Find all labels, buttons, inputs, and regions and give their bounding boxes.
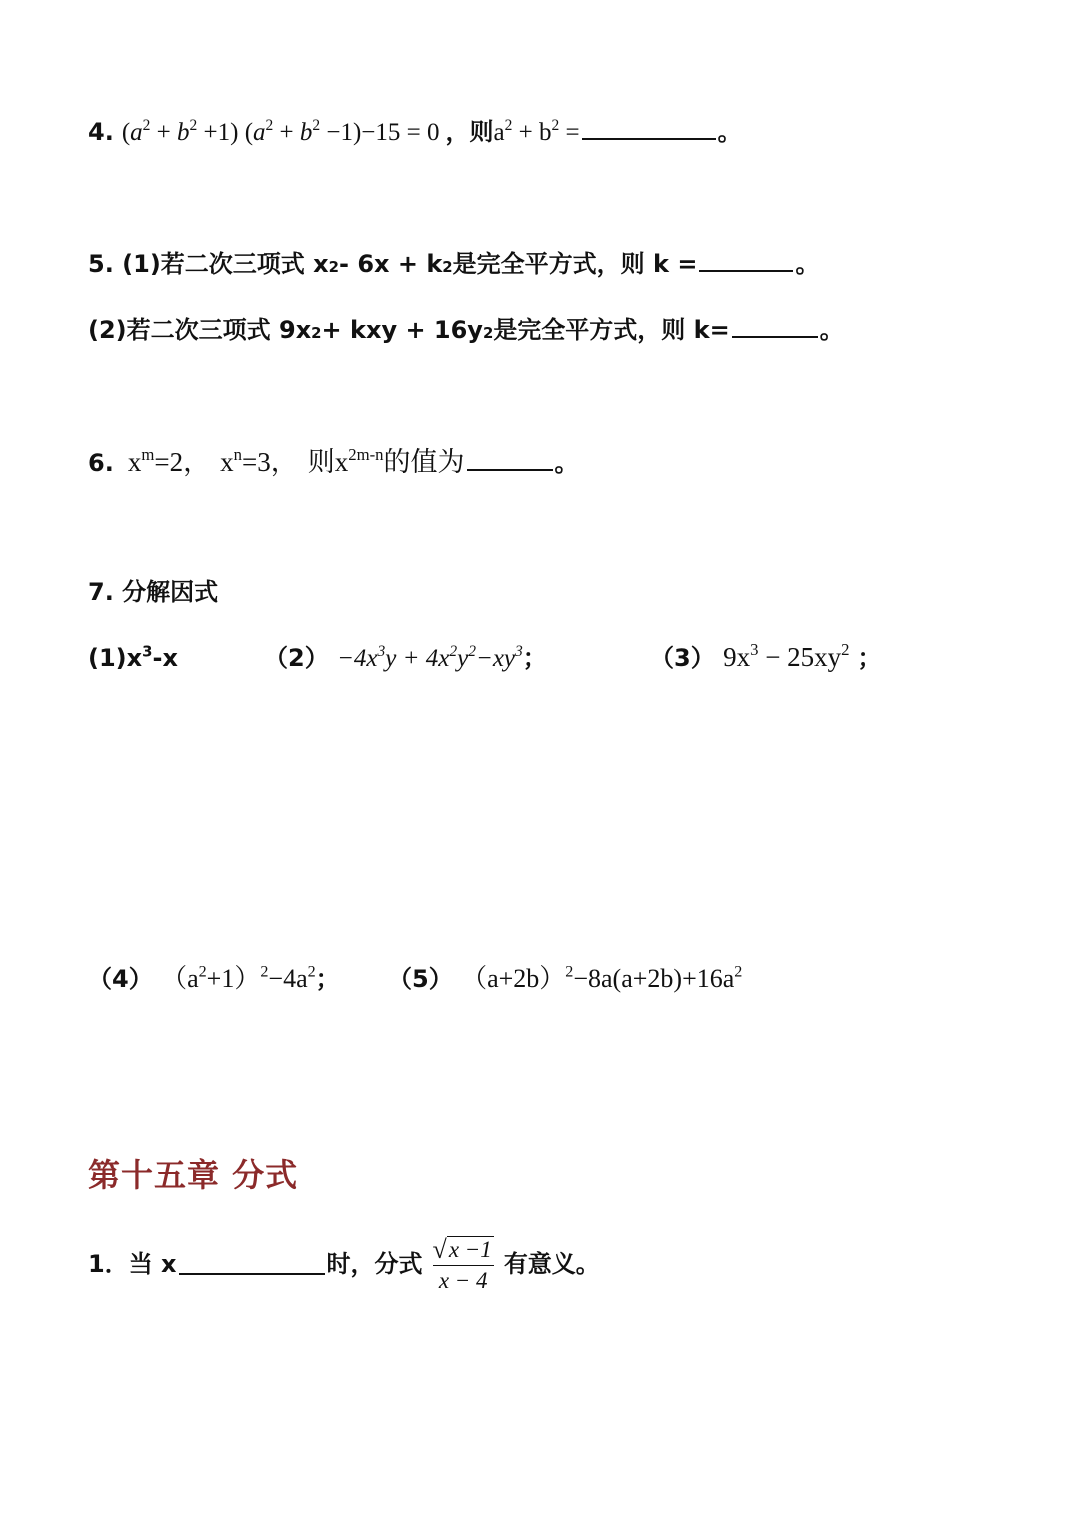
q4-expr: $(a^2 + b^2 +1) (a^2 + b^2 -1)-15 = 0$	[121, 116, 440, 146]
q5-p2-mid: + kxy + 16y	[321, 316, 483, 344]
c1-fraction	[429, 1236, 498, 1294]
q5-p1-end: 。	[795, 250, 820, 278]
q4-number: 4	[88, 118, 105, 146]
c1-suffix: 有意义。	[503, 1249, 600, 1278]
q5-p2-suffix: 是完全平方式，则 k=	[493, 316, 730, 344]
q4-answer-blank[interactable]	[582, 137, 716, 140]
q5-p1-mid: - 6x + k	[339, 250, 443, 278]
q7-part-1: $(1)x^3-x$	[88, 642, 178, 672]
c1-denominator: x − 4	[433, 1265, 494, 1294]
c1-mid: 时，分式	[326, 1249, 423, 1278]
q4-then: ，则	[445, 118, 494, 146]
chapter-heading: 第十五章 分式	[88, 1156, 299, 1194]
q7-title-text: 7. 分解因式	[88, 578, 219, 606]
question-4	[88, 112, 742, 147]
q5-p2-end: 。	[819, 316, 844, 344]
q5-p2-text: (2)若二次三项式 9x	[88, 316, 312, 344]
c1-answer-blank[interactable]	[179, 1272, 325, 1275]
q5-p1-suffix: 是完全平方式，则 k =	[452, 250, 698, 278]
sqrt-icon: √	[432, 1235, 447, 1264]
question-6	[88, 440, 579, 479]
q6-expr: $x^m=2$， $x^n=3$， 则$x^{2m-n}$的值为	[127, 445, 465, 477]
q7-part-4: （4） $(a^2+1)^2-4a^2$；	[88, 963, 340, 993]
q6-end: 。	[554, 449, 579, 477]
c1-numerator: √ x −1	[432, 1235, 492, 1264]
question-5-part-2: (2)若二次三项式 9x 2 + kxy + 16y 2 是完全平方式，则 k= 。	[88, 310, 844, 345]
q4-target: $a^2 + b^2$ =	[493, 116, 580, 146]
q5-p2-answer-blank[interactable]	[732, 335, 818, 338]
q7-part-5: （5） $(a+2b)^2-8a(a+2b)+16a^2$	[388, 963, 743, 993]
q6-answer-blank[interactable]	[467, 468, 553, 471]
q4-end: 。	[717, 118, 742, 146]
question-5-part-1: 5. (1)若二次三项式 x 2 - 6x + k 2 是完全平方式，则 k = 。	[88, 244, 819, 279]
question-7-title	[88, 572, 218, 607]
q7-part-3: （3） $9x^3 - 25xy^2$ ；	[650, 640, 882, 672]
q5-p1-answer-blank[interactable]	[699, 269, 793, 272]
q5-p1-text: 5. (1)若二次三项式 x	[88, 250, 329, 278]
q7-part-2: $(2) -4x^3y + 4x^2y^2-xy^3$；	[264, 642, 547, 672]
q6-number: 6.	[88, 449, 114, 477]
chapter-15-question-1	[88, 1232, 600, 1293]
q4-dot: .	[104, 118, 114, 146]
question-7-row-1	[88, 638, 882, 673]
question-7-row-2	[88, 958, 742, 995]
c1-prefix: 1．当 x	[88, 1249, 177, 1278]
